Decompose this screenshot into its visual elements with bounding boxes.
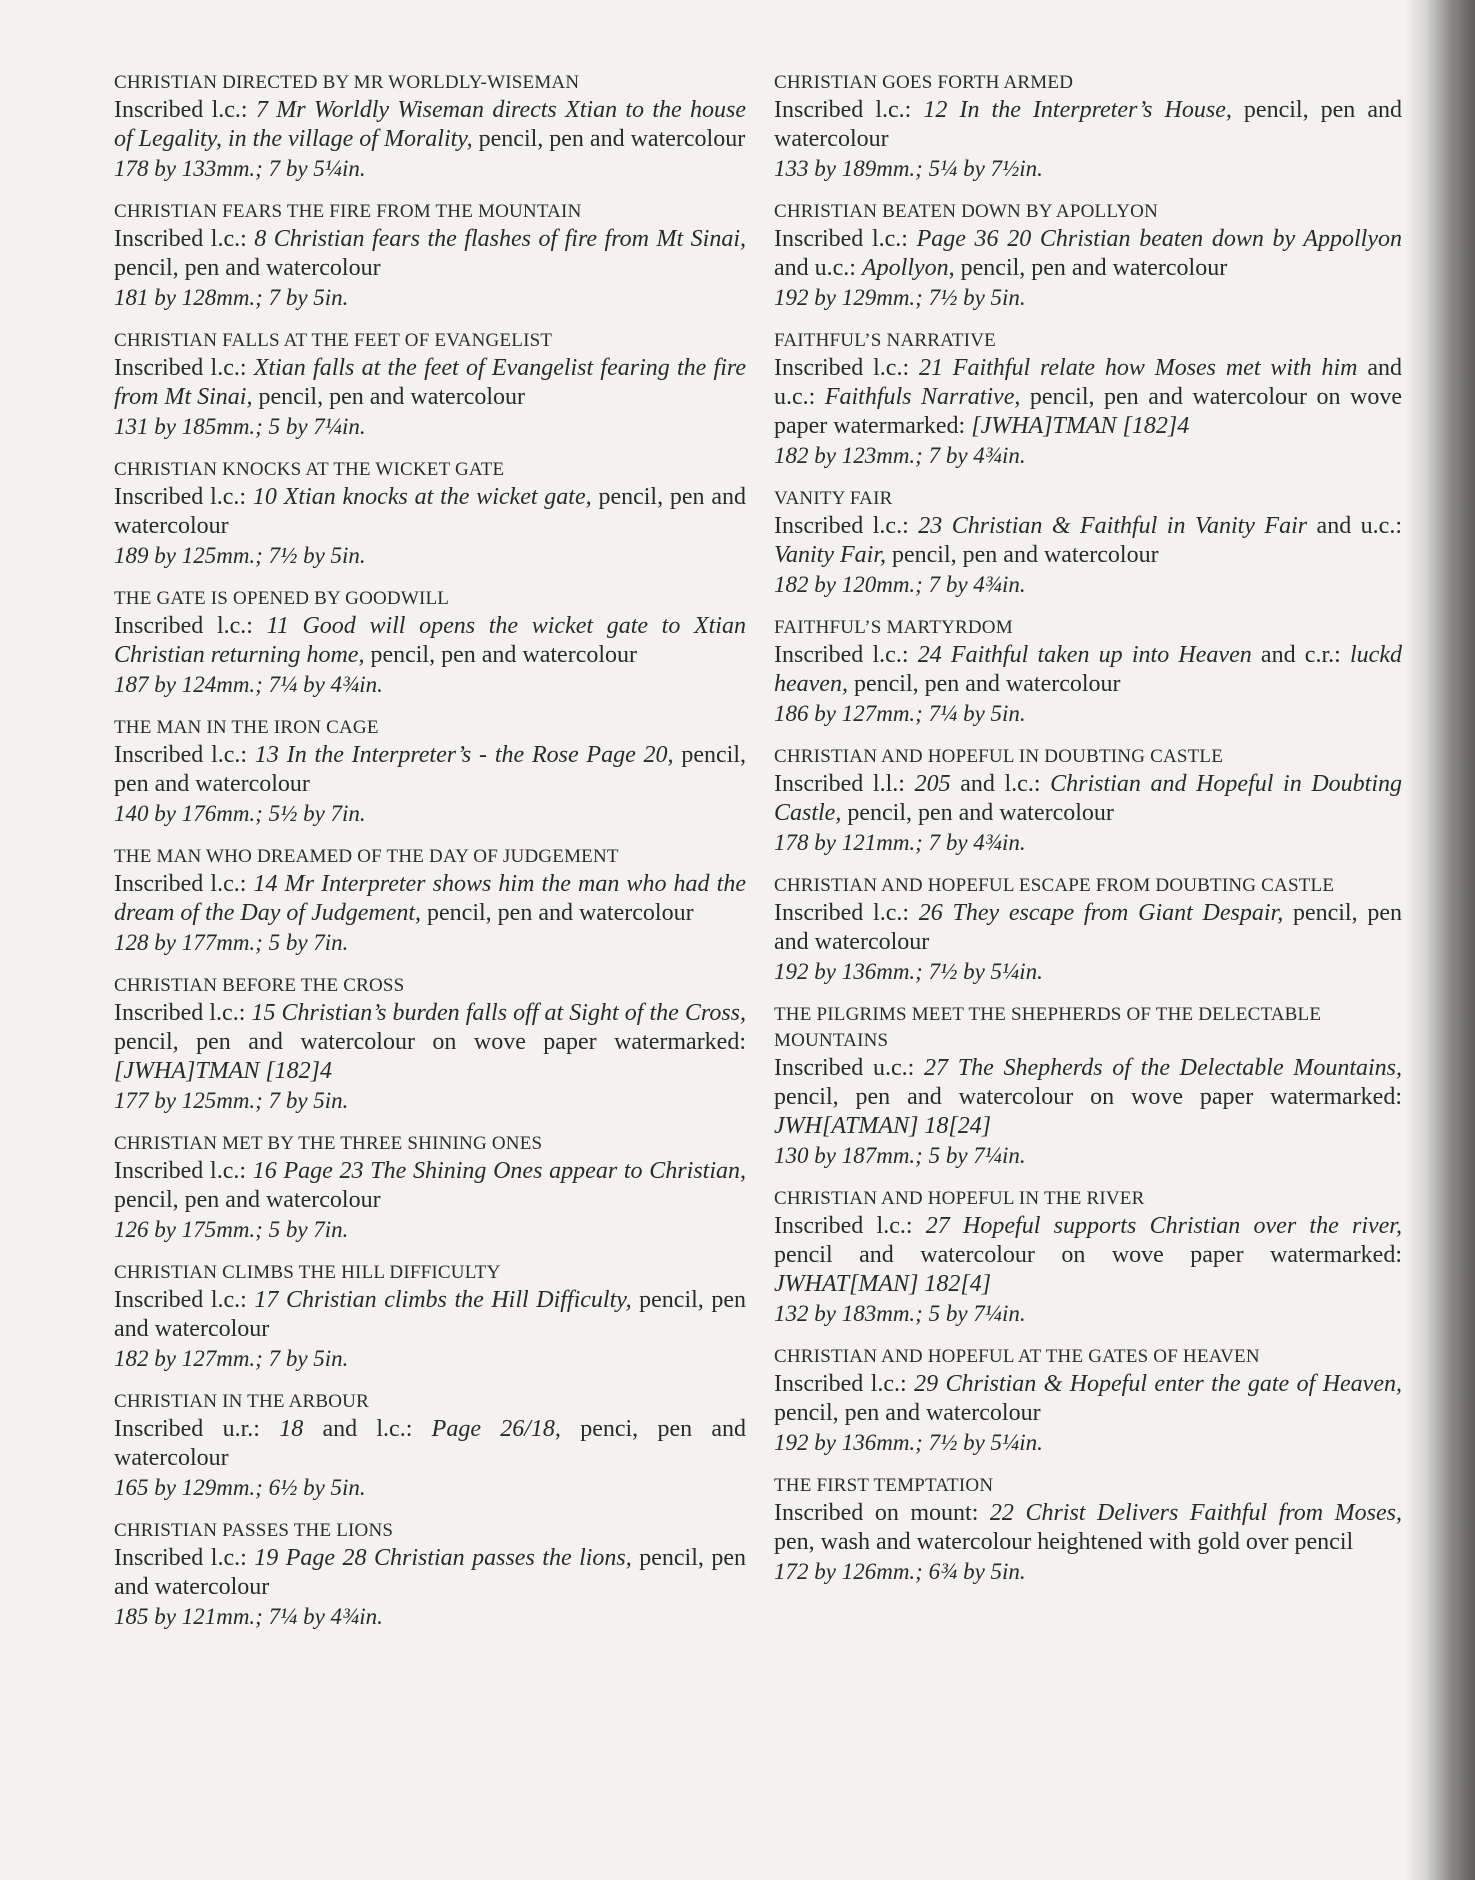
entry-inscription <box>114 741 746 799</box>
entry-text: pencil, pen and watercolour <box>954 255 1228 281</box>
entry-inscription <box>774 641 1402 699</box>
entry-text: Inscribed l.c.: <box>114 97 256 123</box>
inscription-text: Apollyon, <box>861 255 955 281</box>
catalogue-entry <box>774 1186 1402 1328</box>
entry-text: pen, wash and watercolour heightened with gold over pencil <box>774 1529 1354 1555</box>
entry-title: CHRISTIAN PASSES THE LIONS <box>114 1520 394 1541</box>
inscription-text: Vanity Fair, <box>774 542 886 568</box>
entry-text: and u.c.: <box>774 355 1402 410</box>
inscription-text: 8 Christian fears the flashes of fire from Mt Sinai, <box>254 226 746 252</box>
entry-title: THE MAN WHO DREAMED OF THE DAY OF JUDGEMENT <box>114 846 619 867</box>
inscription-text: 7 Mr Worldly Wiseman directs Xtian to the house of Legality, in the village of Morality, <box>114 97 747 152</box>
entry-text: pencil, pen and watercolour <box>841 800 1114 826</box>
inscription-text: 24 Faithful taken up into Heaven <box>917 642 1252 668</box>
page-gutter-shadow <box>1405 0 1475 1880</box>
inscription-text: 13 In the Interpreter’s - the Rose Page 20, <box>254 742 674 768</box>
entry-text: pencil, pen and watercolour <box>847 671 1121 697</box>
entry-title: CHRISTIAN AND HOPEFUL IN DOUBTING CASTLE <box>774 746 1224 767</box>
entry-text: pencil, pen and watercolour <box>114 484 746 539</box>
entry-title: VANITY FAIR <box>774 488 893 509</box>
entry-dimensions: 165 by 129mm.; 6½ by 5in. <box>114 1475 366 1500</box>
entry-inscription <box>114 999 746 1086</box>
entry-text: Inscribed l.c.: <box>774 900 919 926</box>
catalogue-entry <box>774 744 1402 857</box>
entry-title: CHRISTIAN FALLS AT THE FEET OF EVANGELIST <box>114 330 553 351</box>
catalogue-entry <box>114 1260 746 1373</box>
entry-dimensions: 182 by 120mm.; 7 by 4¾in. <box>774 572 1026 597</box>
catalogue-entry <box>114 457 746 570</box>
entry-text: pencil, pen and watercolour <box>472 126 746 152</box>
catalogue-entry <box>774 873 1402 986</box>
entry-text: Inscribed l.c.: <box>774 513 919 539</box>
catalogue-entry <box>114 1389 746 1502</box>
entry-text: Inscribed l.c.: <box>114 613 267 639</box>
entry-title: CHRISTIAN MET BY THE THREE SHINING ONES <box>114 1133 543 1154</box>
entry-text: pencil, pen and watercolour <box>114 1187 381 1213</box>
entry-dimensions: 128 by 177mm.; 5 by 7in. <box>114 930 349 955</box>
entry-dimensions: 178 by 133mm.; 7 by 5¼in. <box>114 156 366 181</box>
entry-text: Inscribed l.c.: <box>774 1213 926 1239</box>
entry-text: Inscribed l.c.: <box>774 1371 915 1397</box>
entry-inscription <box>774 512 1402 570</box>
entry-dimensions: 130 by 187mm.; 5 by 7¼in. <box>774 1143 1026 1168</box>
entry-dimensions: 185 by 121mm.; 7¼ by 4¾in. <box>114 1604 383 1629</box>
left-column <box>114 70 746 1647</box>
entry-title: CHRISTIAN BEFORE THE CROSS <box>114 975 405 996</box>
inscription-text: 22 Christ Delivers Faithful from Moses, <box>989 1500 1402 1526</box>
entry-dimensions: 140 by 176mm.; 5½ by 7in. <box>114 801 366 826</box>
inscription-text: Xtian falls at the feet of Evangelist fearing the fire from Mt Sinai, <box>114 355 746 410</box>
entry-dimensions: 186 by 127mm.; 7¼ by 5in. <box>774 701 1026 726</box>
inscription-text: 11 Good will opens the wicket gate to Xtian Christian returning home, <box>114 613 746 668</box>
right-column <box>774 70 1402 1602</box>
catalogue-entry <box>774 1002 1402 1170</box>
catalogue-entry <box>774 70 1402 183</box>
entry-title: CHRISTIAN FEARS THE FIRE FROM THE MOUNTAIN <box>114 201 582 222</box>
inscription-text: 18 <box>279 1416 304 1442</box>
entry-title: THE FIRST TEMPTATION <box>774 1475 994 1496</box>
inscription-text: [JWHA]TMAN [182]4 <box>114 1058 333 1084</box>
entry-dimensions: 178 by 121mm.; 7 by 4¾in. <box>774 830 1026 855</box>
catalogue-entry <box>114 328 746 441</box>
catalogue-entry <box>114 1518 746 1631</box>
entry-text: pencil, pen and watercolour <box>886 542 1159 568</box>
entry-inscription <box>774 96 1402 154</box>
entry-dimensions: 177 by 125mm.; 7 by 5in. <box>114 1088 349 1113</box>
entry-inscription <box>114 1415 746 1473</box>
entry-inscription <box>774 899 1402 957</box>
entry-text: pencil, pen and watercolour <box>252 384 526 410</box>
entry-text: Inscribed l.c.: <box>774 97 924 123</box>
catalogue-entry <box>114 586 746 699</box>
entry-inscription <box>114 354 746 412</box>
entry-text: Inscribed l.c.: <box>114 355 254 381</box>
catalogue-entry <box>774 1473 1402 1586</box>
inscription-text: luckd heaven, <box>774 642 1402 697</box>
entry-text: pencil, pen and watercolour on wove paper watermarked: <box>114 1029 746 1055</box>
entry-text: pencil, pen and watercolour on wove paper watermarked: <box>774 1084 1402 1110</box>
entry-text: pencil and watercolour on wove paper watermarked: <box>774 1242 1402 1268</box>
catalogue-entry <box>774 199 1402 312</box>
inscription-text: JWH[ATMAN] 18[24] <box>774 1113 992 1139</box>
entry-text: Inscribed l.c.: <box>774 355 919 381</box>
catalogue-entry <box>114 199 746 312</box>
entry-text: pencil, pen and watercolour <box>114 742 746 797</box>
entry-text: Inscribed l.c.: <box>114 871 254 897</box>
entry-inscription <box>774 225 1402 283</box>
entry-dimensions: 133 by 189mm.; 5¼ by 7½in. <box>774 156 1043 181</box>
entry-inscription <box>774 1370 1402 1428</box>
entry-text: pencil, pen and watercolour on wove paper watermarked: <box>774 384 1402 439</box>
inscription-text: Faithfuls Narrative, <box>824 384 1021 410</box>
entry-inscription <box>114 1286 746 1344</box>
catalogue-entry <box>774 615 1402 728</box>
entry-dimensions: 181 by 128mm.; 7 by 5in. <box>114 285 349 310</box>
entry-title: FAITHFUL’S NARRATIVE <box>774 330 996 351</box>
entry-text: and u.c.: <box>774 255 862 281</box>
inscription-text: 205 <box>914 771 951 797</box>
entry-title: CHRISTIAN CLIMBS THE HILL DIFFICULTY <box>114 1262 501 1283</box>
entry-inscription <box>114 483 746 541</box>
entry-text: Inscribed l.l.: <box>774 771 915 797</box>
inscription-text: 14 Mr Interpreter shows him the man who had the dream of the Day of Judgement, <box>114 871 746 926</box>
entry-text: Inscribed u.r.: <box>114 1416 280 1442</box>
catalogue-entry <box>774 486 1402 599</box>
entry-text: Inscribed l.c.: <box>774 226 917 252</box>
entry-title: FAITHFUL’S MARTYRDOM <box>774 617 1013 638</box>
entry-text: pencil, pen and watercolour <box>774 97 1402 152</box>
catalogue-entry <box>114 1131 746 1244</box>
entry-dimensions: 172 by 126mm.; 6¾ by 5in. <box>774 1559 1026 1584</box>
entry-dimensions: 132 by 183mm.; 5 by 7¼in. <box>774 1301 1026 1326</box>
inscription-text: 10 Xtian knocks at the wicket gate, <box>252 484 592 510</box>
entry-title: CHRISTIAN AND HOPEFUL IN THE RIVER <box>774 1188 1145 1209</box>
entry-text: Inscribed l.c.: <box>114 1287 255 1313</box>
entry-text: Inscribed l.c.: <box>114 1545 255 1571</box>
entry-text: pencil, pen and watercolour <box>774 1400 1041 1426</box>
entry-inscription <box>114 1544 746 1602</box>
entry-text: and l.c.: <box>950 771 1051 797</box>
entry-dimensions: 192 by 129mm.; 7½ by 5in. <box>774 285 1026 310</box>
inscription-text: Christian and Hopeful in Doubting Castle, <box>774 771 1403 826</box>
inscription-text: 29 Christian & Hopeful enter the gate of Heaven, <box>914 1371 1402 1397</box>
entry-dimensions: 126 by 175mm.; 5 by 7in. <box>114 1217 349 1242</box>
entry-text: and u.c.: <box>1307 513 1402 539</box>
inscription-text: Page 36 20 Christian beaten down by Appollyon <box>916 226 1402 252</box>
entry-title: CHRISTIAN AND HOPEFUL AT THE GATES OF HEAVEN <box>774 1346 1260 1367</box>
inscription-text: 27 The Shepherds of the Delectable Mountains, <box>924 1055 1402 1081</box>
entry-dimensions: 192 by 136mm.; 7½ by 5¼in. <box>774 959 1043 984</box>
inscription-text: 17 Christian climbs the Hill Difficulty, <box>254 1287 632 1313</box>
entry-inscription <box>774 354 1402 441</box>
entry-text: Inscribed l.c.: <box>114 484 253 510</box>
entry-text: Inscribed on mount: <box>774 1500 990 1526</box>
catalogue-entry <box>114 70 746 183</box>
entry-title: CHRISTIAN KNOCKS AT THE WICKET GATE <box>114 459 505 480</box>
entry-inscription <box>774 770 1402 828</box>
inscription-text: 12 In the Interpreter’s House, <box>923 97 1232 123</box>
entry-title: CHRISTIAN IN THE ARBOUR <box>114 1391 369 1412</box>
entry-title: CHRISTIAN DIRECTED BY MR WORLDLY-WISEMAN <box>114 72 580 93</box>
inscription-text: 27 Hopeful supports Christian over the river, <box>925 1213 1402 1239</box>
catalogue-entry <box>774 328 1402 470</box>
inscription-text: JWHAT[MAN] 182[4] <box>774 1271 992 1297</box>
entry-dimensions: 189 by 125mm.; 7½ by 5in. <box>114 543 366 568</box>
entry-text: pencil, pen and watercolour <box>114 1287 746 1342</box>
entry-text: pencil, pen and watercolour <box>114 1545 746 1600</box>
entry-dimensions: 187 by 124mm.; 7¼ by 4¾in. <box>114 672 383 697</box>
entry-inscription <box>114 1157 746 1215</box>
inscription-text: 19 Page 28 Christian passes the lions, <box>254 1545 632 1571</box>
catalogue-entry <box>114 973 746 1115</box>
entry-inscription <box>774 1212 1402 1299</box>
entry-text: and l.c.: <box>303 1416 432 1442</box>
entry-inscription <box>774 1499 1402 1557</box>
entry-inscription <box>114 870 746 928</box>
entry-inscription <box>774 1054 1402 1141</box>
entry-text: penci, pen and watercolour <box>114 1416 747 1471</box>
entry-text: Inscribed l.c.: <box>114 1000 252 1026</box>
entry-text: Inscribed l.c.: <box>114 1158 253 1184</box>
entry-dimensions: 182 by 123mm.; 7 by 4¾in. <box>774 443 1026 468</box>
entry-title: CHRISTIAN BEATEN DOWN BY APOLLYON <box>774 201 1158 222</box>
entry-text: Inscribed l.c.: <box>114 226 255 252</box>
entry-text: pencil, pen and watercolour <box>421 900 694 926</box>
inscription-text: 23 Christian & Faithful in Vanity Fair <box>918 513 1308 539</box>
entry-text: pencil, pen and watercolour <box>364 642 638 668</box>
entry-text: pencil, pen and watercolour <box>114 255 381 281</box>
inscription-text: 26 They escape from Giant Despair, <box>918 900 1284 926</box>
entry-text: Inscribed u.c.: <box>774 1055 925 1081</box>
entry-title: THE GATE IS OPENED BY GOODWILL <box>114 588 450 609</box>
entry-text: Inscribed l.c.: <box>774 642 918 668</box>
catalogue-entry <box>114 844 746 957</box>
catalogue-entry <box>114 715 746 828</box>
entry-inscription <box>114 225 746 283</box>
entry-title: CHRISTIAN GOES FORTH ARMED <box>774 72 1074 93</box>
inscription-text: 15 Christian’s burden falls off at Sight of the Cross, <box>251 1000 746 1026</box>
entry-title: CHRISTIAN AND HOPEFUL ESCAPE FROM DOUBTING CASTLE <box>774 875 1335 896</box>
entry-text: Inscribed l.c.: <box>114 742 255 768</box>
inscription-text: 16 Page 23 The Shining Ones appear to Christian, <box>252 1158 746 1184</box>
inscription-text: 21 Faithful relate how Moses met with him <box>918 355 1358 381</box>
entry-dimensions: 192 by 136mm.; 7½ by 5¼in. <box>774 1430 1043 1455</box>
entry-text: and c.r.: <box>1251 642 1351 668</box>
inscription-text: [JWHA]TMAN [182]4 <box>971 413 1190 439</box>
catalogue-entry <box>774 1344 1402 1457</box>
entry-dimensions: 131 by 185mm.; 5 by 7¼in. <box>114 414 366 439</box>
inscription-text: Page 26/18, <box>431 1416 561 1442</box>
entry-dimensions: 182 by 127mm.; 7 by 5in. <box>114 1346 349 1371</box>
entry-text: pencil, pen and watercolour <box>774 900 1402 955</box>
entry-title: THE MAN IN THE IRON CAGE <box>114 717 379 738</box>
entry-inscription <box>114 612 746 670</box>
entry-inscription <box>114 96 746 154</box>
entry-title: THE PILGRIMS MEET THE SHEPHERDS OF THE DELECTABLE MOUNTAINS <box>774 1004 1322 1051</box>
